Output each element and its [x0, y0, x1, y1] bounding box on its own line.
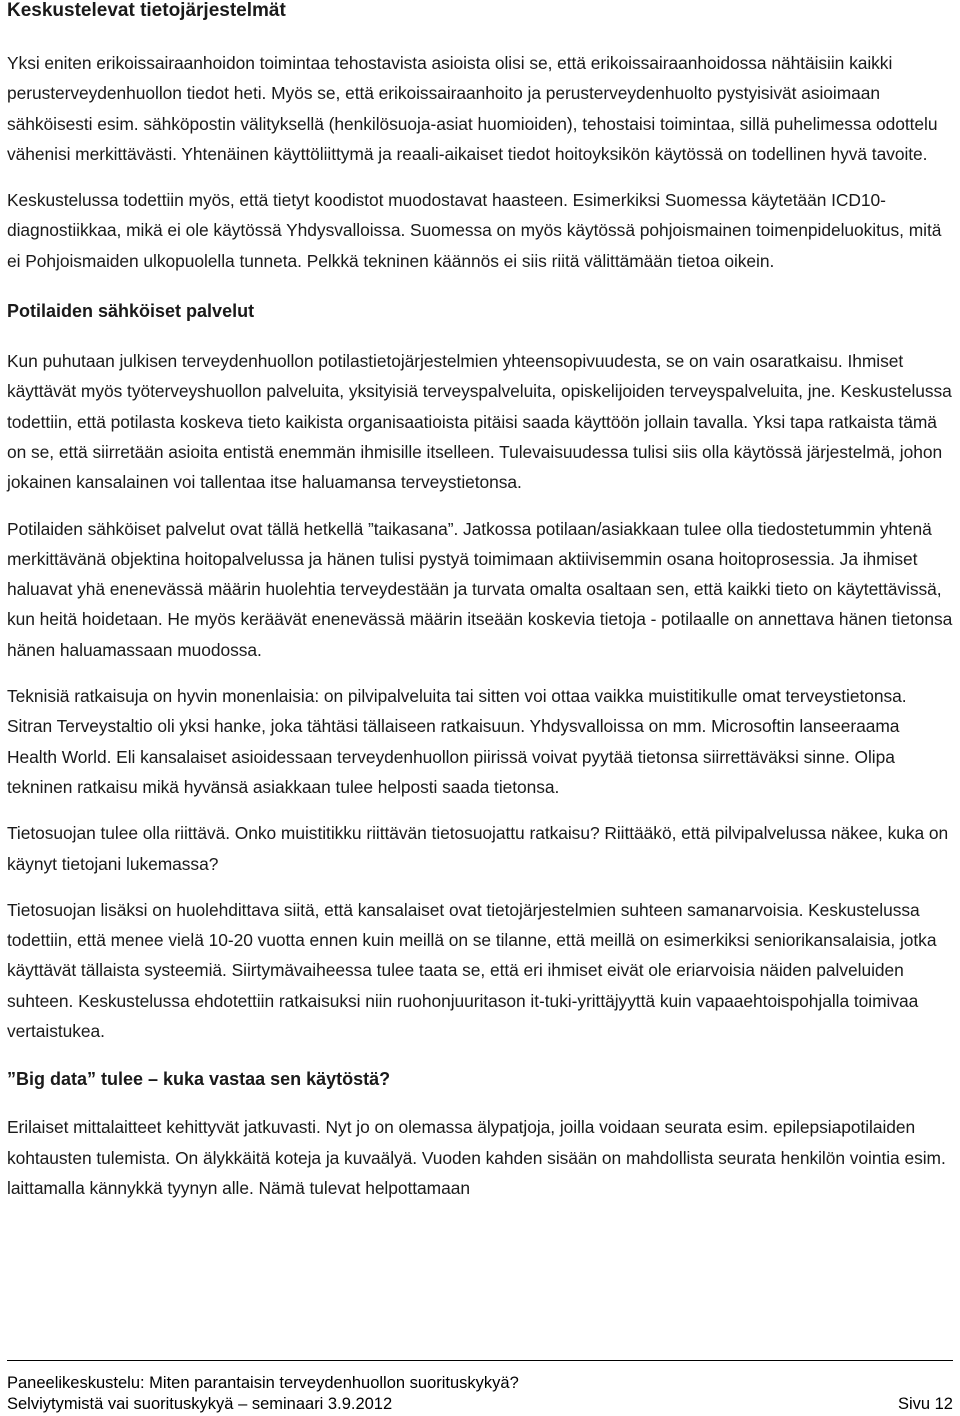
- paragraph-5: Teknisiä ratkaisuja on hyvin monenlaisia: on pilvipalveluita tai sitten voi ottaa vaikka muistitikulle omat terveystietonsa. Sitran Terveystaltio oli yksi hanke, joka tähtäsi tällaiseen ratkaisuun. Yhdysvalloissa on mm. Microsoftin lanseeraama Health World. Eli kansalaiset asioidessaan terveydenhuollon piirissä voivat pyytää tietonsa siirrettäväksi sinne. Olipa tekninen ratkaisu mikä hyvänsä asiakkaan tulee helposti saada tietonsa.: [7, 686, 907, 797]
- footer-bottom: [7, 1393, 953, 1415]
- paragraph-7: Tietosuojan lisäksi on huolehdittava siitä, että kansalaiset ovat tietojärjestelmien suhteen samanarvoisia. Keskustelussa todettiin, että menee vielä 10-20 vuotta ennen kuin meillä on se tilanne, että meillä on esimerkiksi seniorikansalaisia, jotka käyttävät tällaista systeemiä. Siirtymävaiheessa tulee taata se, että eri ihmiset eivät ole eriarvoisia näiden palveluiden suhteen. Keskustelussa ehdotettiin ratkaisuksi niin ruohonjuuritason it-tuki-yrittäjyyttä kuin vapaaehtoispohjalla toimivaa vertaistukea.: [7, 899, 937, 1042]
- paragraph-4: Potilaiden sähköiset palvelut ovat tällä hetkellä ”taikasana”. Jatkossa potilaan/asiakkaan tulee olla tiedostetummin yhtenä merkittävänä objektina hoitopalvelussa ja hänen tulisi pystyä toimimaan aktiivisemmin osana hoitoprosessia. Ja ihmiset haluavat yhä enenevässä määrin huolehtia terveydestään ja turvata omalta osaltaan sen, että kaikki tieto on käytettävissä, kun heitä hoidetaan. He myös keräävät enenevässä määrin itseään koskevia tietoja - potilaalle on annettava hänen tietonsa hänen haluamassaan muodossa.: [7, 518, 953, 660]
- footer-title: Paneelikeskustelu: Miten parantaisin terveydenhuollon suorituskykyä?: [7, 1374, 519, 1392]
- paragraph-3: Kun puhutaan julkisen terveydenhuollon potilastietojärjestelmien yhteensopivuudesta, se on vain osaratkaisu. Ihmiset käyttävät myös työterveyshuollon palveluita, yksityisiä terveyspalveluita, opiskelijoiden terveyspalveluita, jne. Keskustelussa todettiin, että potilasta koskeva tieto kaikista organisaatioista pitäisi saada käyttöön jollain tavalla. Yksi tapa ratkaista tämä on se, että siirretään asioita entistä enemmän ihmisille itselleen. Tulevaisuudessa tulisi siis olla käytössä järjestelmä, johon jokainen kansalainen voi tallentaa itse haluamansa terveystietonsa.: [7, 351, 952, 493]
- footer-seminar: Selviytymistä vai suorituskykyä – seminaari 3.9.2012: [7, 1395, 393, 1413]
- document-page: [7, 0, 953, 1203]
- paragraph-8: Erilaiset mittalaitteet kehittyvät jatkuvasti. Nyt jo on olemassa älypatjoja, joilla voidaan seurata esim. epilepsiapotilaiden kohtausten tulemista. On älykkäitä koteja ja kuvaälyä. Vuoden kahden sisään on mahdollista seurata henkilön vointia esim. laittamalla kännykkä tyynyn alle. Nämä tulevat helpottamaan: [7, 1117, 946, 1198]
- paragraph-1: Yksi eniten erikoissairaanhoidon toimintaa tehostavista asioista olisi se, että erikoissairaanhoidossa nähtäisiin kaikki perusterveydenhuollon tiedot heti. Myös se, että erikoissairaanhoito ja perusterveydenhuolto pystyisivät asioimaan sähköisesti esim. sähköpostin välityksellä (henkilösuoja-asiat huomioiden), tehostaisi toimintaa, sillä puhelimessa odottelu vähenisi merkittävästi. Yhtenäinen käyttöliittymä ja reaali-aikaiset tiedot hoitoyksikön käytössä on todellinen hyvä tavoite.: [7, 53, 938, 164]
- page-number: Sivu 12: [897, 1395, 953, 1413]
- paragraph-6: Tietosuojan tulee olla riittävä. Onko muistitikku riittävän tietosuojattu ratkaisu? Riittääkö, että pilvipalvelussa näkee, kuka on käynyt tietojani lukemassa?: [7, 823, 949, 874]
- heading-keskustelevat: Keskustelevat tietojärjestelmät: [7, 0, 286, 21]
- paragraph-2: Keskustelussa todettiin myös, että tietyt koodistot muodostavat haasteen. Esimerkiksi Suomessa käytetään ICD10-diagnostiikkaa, mikä ei ole käytössä Yhdysvalloissa. Suomessa on myös käytössä pohjoismainen toimenpideluokitus, mitä ei Pohjoismaiden ulkopuolella tunneta. Pelkkä tekninen käännös ei siis riitä välittämään tietoa oikein.: [7, 190, 942, 271]
- heading-potilaiden-palvelut: Potilaiden sähköiset palvelut: [7, 301, 255, 322]
- heading-big-data: ”Big data” tulee – kuka vastaa sen käytöstä?: [7, 1069, 391, 1090]
- page-footer: [7, 1360, 953, 1415]
